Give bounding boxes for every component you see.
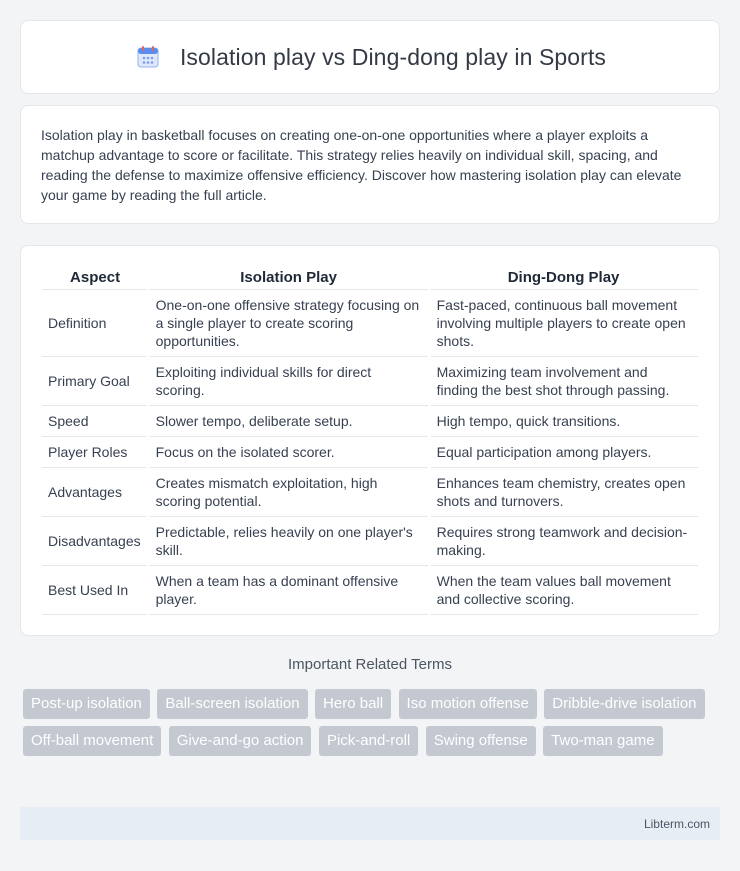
ding-dong-cell: High tempo, quick transitions. <box>429 406 698 437</box>
table-row <box>42 437 698 468</box>
related-term-tag[interactable]: Pick-and-roll <box>319 726 418 756</box>
column-header-ding-dong: Ding-Dong Play <box>429 264 698 290</box>
aspect-cell: Definition <box>42 290 148 357</box>
aspect-cell: Player Roles <box>42 437 148 468</box>
table-row <box>42 357 698 406</box>
aspect-cell: Speed <box>42 406 148 437</box>
table-row <box>42 290 698 357</box>
table-row <box>42 406 698 437</box>
related-term-tag[interactable]: Two-man game <box>543 726 662 756</box>
column-header-isolation: Isolation Play <box>148 264 429 290</box>
related-terms-title: Important Related Terms <box>288 656 452 673</box>
column-header-aspect: Aspect <box>42 264 148 290</box>
intro-text: Isolation play in basketball focuses on creating one-on-one opportunities where a player exploits a matchup advantage to score or facilitate. This strategy relies heavily on individual skill, spacing, and reading the defense to maximize offensive efficiency. Discover how mastering isolation play can elevate your game by reading the full article. <box>41 127 682 203</box>
ding-dong-cell: When the team values ball movement and collective scoring. <box>429 566 698 615</box>
table-row <box>42 566 698 615</box>
aspect-cell: Disadvantages <box>42 517 148 566</box>
related-term-tag[interactable]: Hero ball <box>315 689 391 719</box>
aspect-cell: Best Used In <box>42 566 148 615</box>
intro-card <box>20 105 720 224</box>
footer <box>20 807 720 840</box>
related-term-tag[interactable]: Swing offense <box>426 726 536 756</box>
isolation-cell: Exploiting individual skills for direct scoring. <box>148 357 429 406</box>
table-row <box>42 468 698 517</box>
comparison-table <box>42 264 698 615</box>
isolation-cell: Predictable, relies heavily on one player's skill. <box>148 517 429 566</box>
related-term-tag[interactable]: Off-ball movement <box>23 726 161 756</box>
comparison-card <box>20 245 720 636</box>
related-term-tag[interactable]: Give-and-go action <box>169 726 312 756</box>
isolation-cell: One-on-one offensive strategy focusing on a single player to create scoring opportunities. <box>148 290 429 357</box>
isolation-cell: Creates mismatch exploitation, high scoring potential. <box>148 468 429 517</box>
calendar-icon <box>134 43 162 71</box>
ding-dong-cell: Enhances team chemistry, creates open shots and turnovers. <box>429 468 698 517</box>
ding-dong-cell: Equal participation among players. <box>429 437 698 468</box>
ding-dong-cell: Maximizing team involvement and finding the best shot through passing. <box>429 357 698 406</box>
table-row <box>42 517 698 566</box>
isolation-cell: Focus on the isolated scorer. <box>148 437 429 468</box>
page-title: Isolation play vs Ding-dong play in Sports <box>179 43 607 70</box>
footer-site-link[interactable]: Libterm.com <box>643 817 710 831</box>
ding-dong-cell: Fast-paced, continuous ball movement involving multiple players to create open shots. <box>429 290 698 357</box>
table-header-row <box>42 264 698 290</box>
isolation-cell: When a team has a dominant offensive player. <box>148 566 429 615</box>
related-terms-list <box>23 689 723 763</box>
isolation-cell: Slower tempo, deliberate setup. <box>148 406 429 437</box>
aspect-cell: Primary Goal <box>42 357 148 406</box>
title-card <box>20 20 720 94</box>
related-term-tag[interactable]: Post-up isolation <box>23 689 150 719</box>
related-term-tag[interactable]: Iso motion offense <box>399 689 537 719</box>
related-term-tag[interactable]: Dribble-drive isolation <box>544 689 704 719</box>
ding-dong-cell: Requires strong teamwork and decision-making. <box>429 517 698 566</box>
related-term-tag[interactable]: Ball-screen isolation <box>157 689 307 719</box>
aspect-cell: Advantages <box>42 468 148 517</box>
